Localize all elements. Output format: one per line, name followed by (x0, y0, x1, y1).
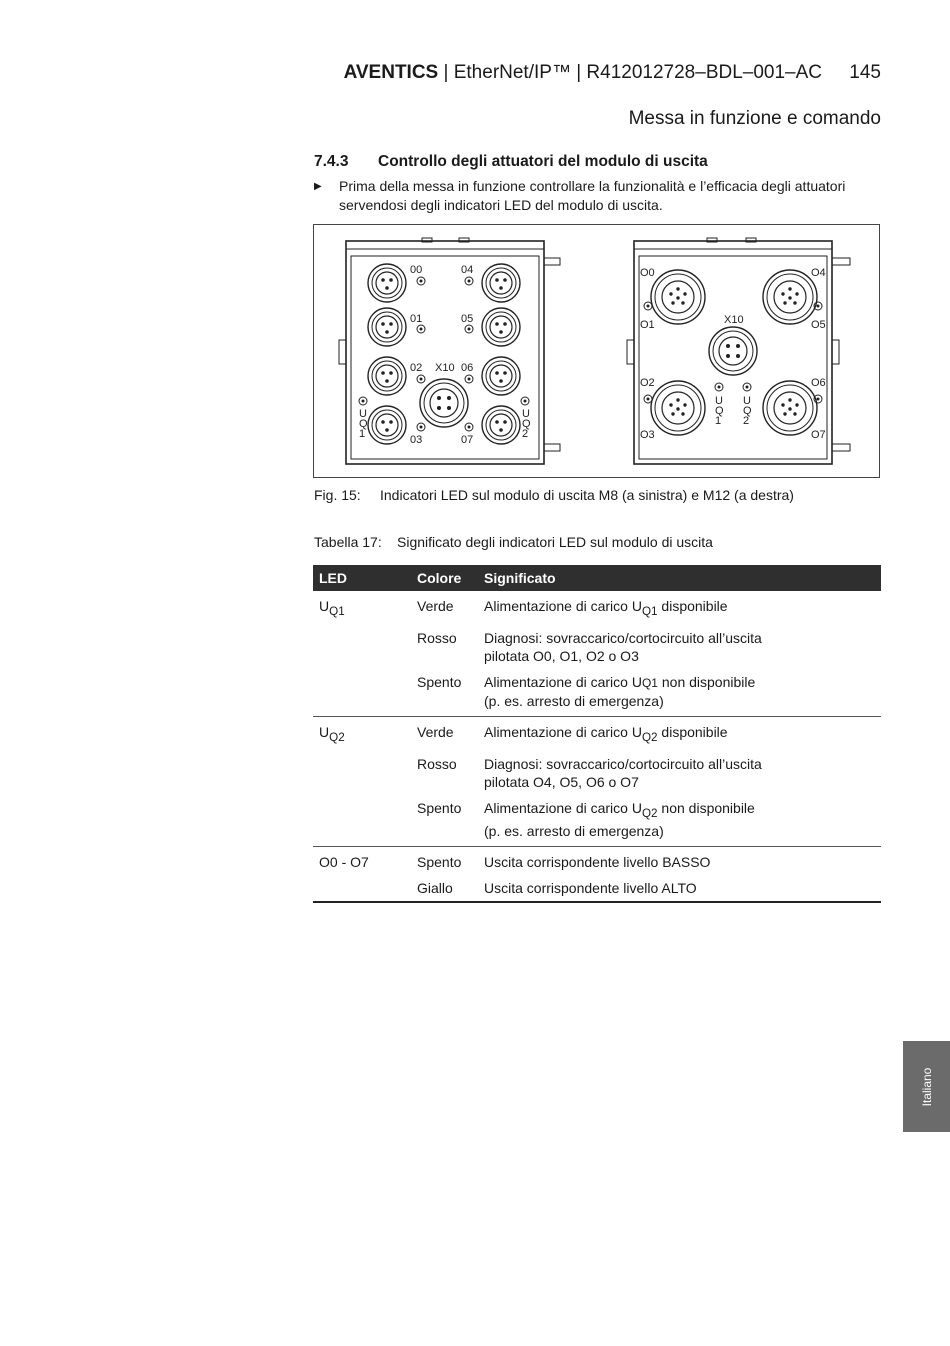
m12-label-o4: O4 (811, 267, 826, 279)
meaning-cell: Uscita corrispondente livello ALTO (478, 873, 881, 902)
figure-caption (314, 487, 794, 503)
led-outputs: O0 - O7 (313, 847, 411, 903)
color-cell: Rosso (417, 629, 457, 646)
m8-label-04: 04 (461, 264, 474, 276)
meaning-cell: Uscita corrispondente livello BASSO (484, 854, 711, 871)
m8-module (339, 238, 560, 464)
table-row (313, 716, 881, 748)
document-id: | EtherNet/IP™ | R412012728–BDL–001–AC (438, 62, 823, 83)
page-number: 145 (849, 62, 881, 83)
m8-label-06: 06 (461, 362, 474, 374)
m8-label-05: 05 (461, 313, 474, 325)
m12-label-o0: O0 (640, 267, 655, 279)
color-cell: Spento (411, 793, 478, 847)
m12-label-uq2-2: 2 (743, 415, 750, 427)
bullet-text: Prima della messa in funzione controllare la funzionalità e l’efficacia degli attuatori servendosi degli indicatori LED del modulo di uscita. (339, 178, 846, 213)
bullet-marker-icon: ▶ (314, 181, 322, 192)
module-drawing (314, 225, 881, 479)
m12-label-uq1-1: 1 (715, 415, 722, 427)
header-color: Colore (411, 565, 478, 591)
m8-label-uq2-u: U (522, 408, 530, 420)
led-meaning-table (313, 565, 881, 903)
m8-label-uq2-2: 2 (522, 428, 529, 440)
m12-label-uq1-q: Q (715, 405, 724, 417)
color-cell: Spento (411, 667, 478, 717)
led-uq2-main: U (319, 723, 330, 740)
m12-label-o2: O2 (640, 377, 655, 389)
m8-label-02: 02 (410, 362, 423, 374)
m8-label-uq1-1: 1 (359, 428, 366, 440)
table-header-row (313, 565, 881, 591)
color-cell: Rosso (417, 755, 457, 772)
m12-label-x10: X10 (724, 314, 744, 326)
meaning-cell: Alimentazione di carico UQ1 non disponibile (p. es. arresto di emergenza) (478, 667, 881, 717)
figure-caption-label: Fig. 15: (314, 487, 361, 503)
m8-label-uq2-q: Q (522, 418, 531, 430)
meaning-cell: Alimentazione di carico $U_{Q2}$ non disponibile (p. es. arresto di emergenza) (478, 793, 881, 847)
table-caption-label: Tabella 17: (314, 534, 382, 550)
color-cell: Giallo (411, 873, 478, 902)
m12-label-uq1-u: U (715, 395, 723, 407)
led-uq2 (313, 716, 411, 847)
language-tab (903, 1041, 950, 1132)
m8-label-01: 01 (410, 313, 423, 325)
m12-label-o3: O3 (640, 429, 655, 441)
m12-label-uq2-q: Q (743, 405, 752, 417)
m12-label-o1: O1 (640, 319, 655, 331)
module-figure (313, 224, 880, 478)
table-row (313, 847, 881, 874)
heading-title: Controllo degli attuatori del modulo di uscita (378, 153, 708, 170)
meaning-cell: Alimentazione di carico $U_{Q1}$ disponibile (484, 598, 728, 618)
led-uq1-sub: Q1 (329, 604, 345, 618)
header-led: LED (313, 565, 411, 591)
m8-label-x10: X10 (435, 362, 455, 374)
meaning-cell: Diagnosi: sovraccarico/cortocircuito all’uscita pilotata O4, O5, O6 o O7 (484, 755, 762, 790)
language-tab-label: Italiano (919, 1067, 934, 1106)
led-uq2-sub: Q2 (329, 730, 345, 744)
instruction-bullet (314, 177, 874, 215)
table-caption-text: Significato degli indicatori LED sul modulo di uscita (397, 534, 713, 550)
m12-label-o7: O7 (811, 429, 826, 441)
m8-label-00: 00 (410, 264, 423, 276)
table-row (313, 591, 881, 623)
led-uq1-main: U (319, 598, 330, 614)
subsection-heading (314, 153, 708, 171)
running-header (344, 62, 881, 84)
header-meaning: Significato (478, 565, 881, 591)
section-title: Messa in funzione e comando (628, 108, 881, 129)
meaning-cell: Alimentazione di carico $U_{Q2}$ disponibile (484, 723, 728, 744)
m12-label-o5: O5 (811, 319, 826, 331)
meaning-cell: Diagnosi: sovraccarico/cortocircuito all’uscita pilotata O0, O1, O2 o O3 (484, 629, 762, 664)
m8-label-uq1-q: Q (359, 418, 368, 430)
m12-label-o6: O6 (811, 377, 826, 389)
color-cell: Verde (417, 598, 454, 614)
m8-label-uq1-u: U (359, 408, 367, 420)
m8-label-03: 03 (410, 434, 423, 446)
brand-name: AVENTICS (343, 62, 439, 83)
figure-caption-text: Indicatori LED sul modulo di uscita M8 (a sinistra) e M12 (a destra) (380, 487, 794, 503)
m12-module (627, 238, 850, 464)
m12-label-uq2-u: U (743, 395, 751, 407)
m8-label-07: 07 (461, 434, 474, 446)
led-uq1 (313, 591, 411, 716)
heading-number: 7.4.3 (314, 153, 349, 170)
color-cell: Spento (417, 854, 462, 871)
color-cell: Verde (417, 723, 454, 740)
table-caption (314, 534, 713, 550)
